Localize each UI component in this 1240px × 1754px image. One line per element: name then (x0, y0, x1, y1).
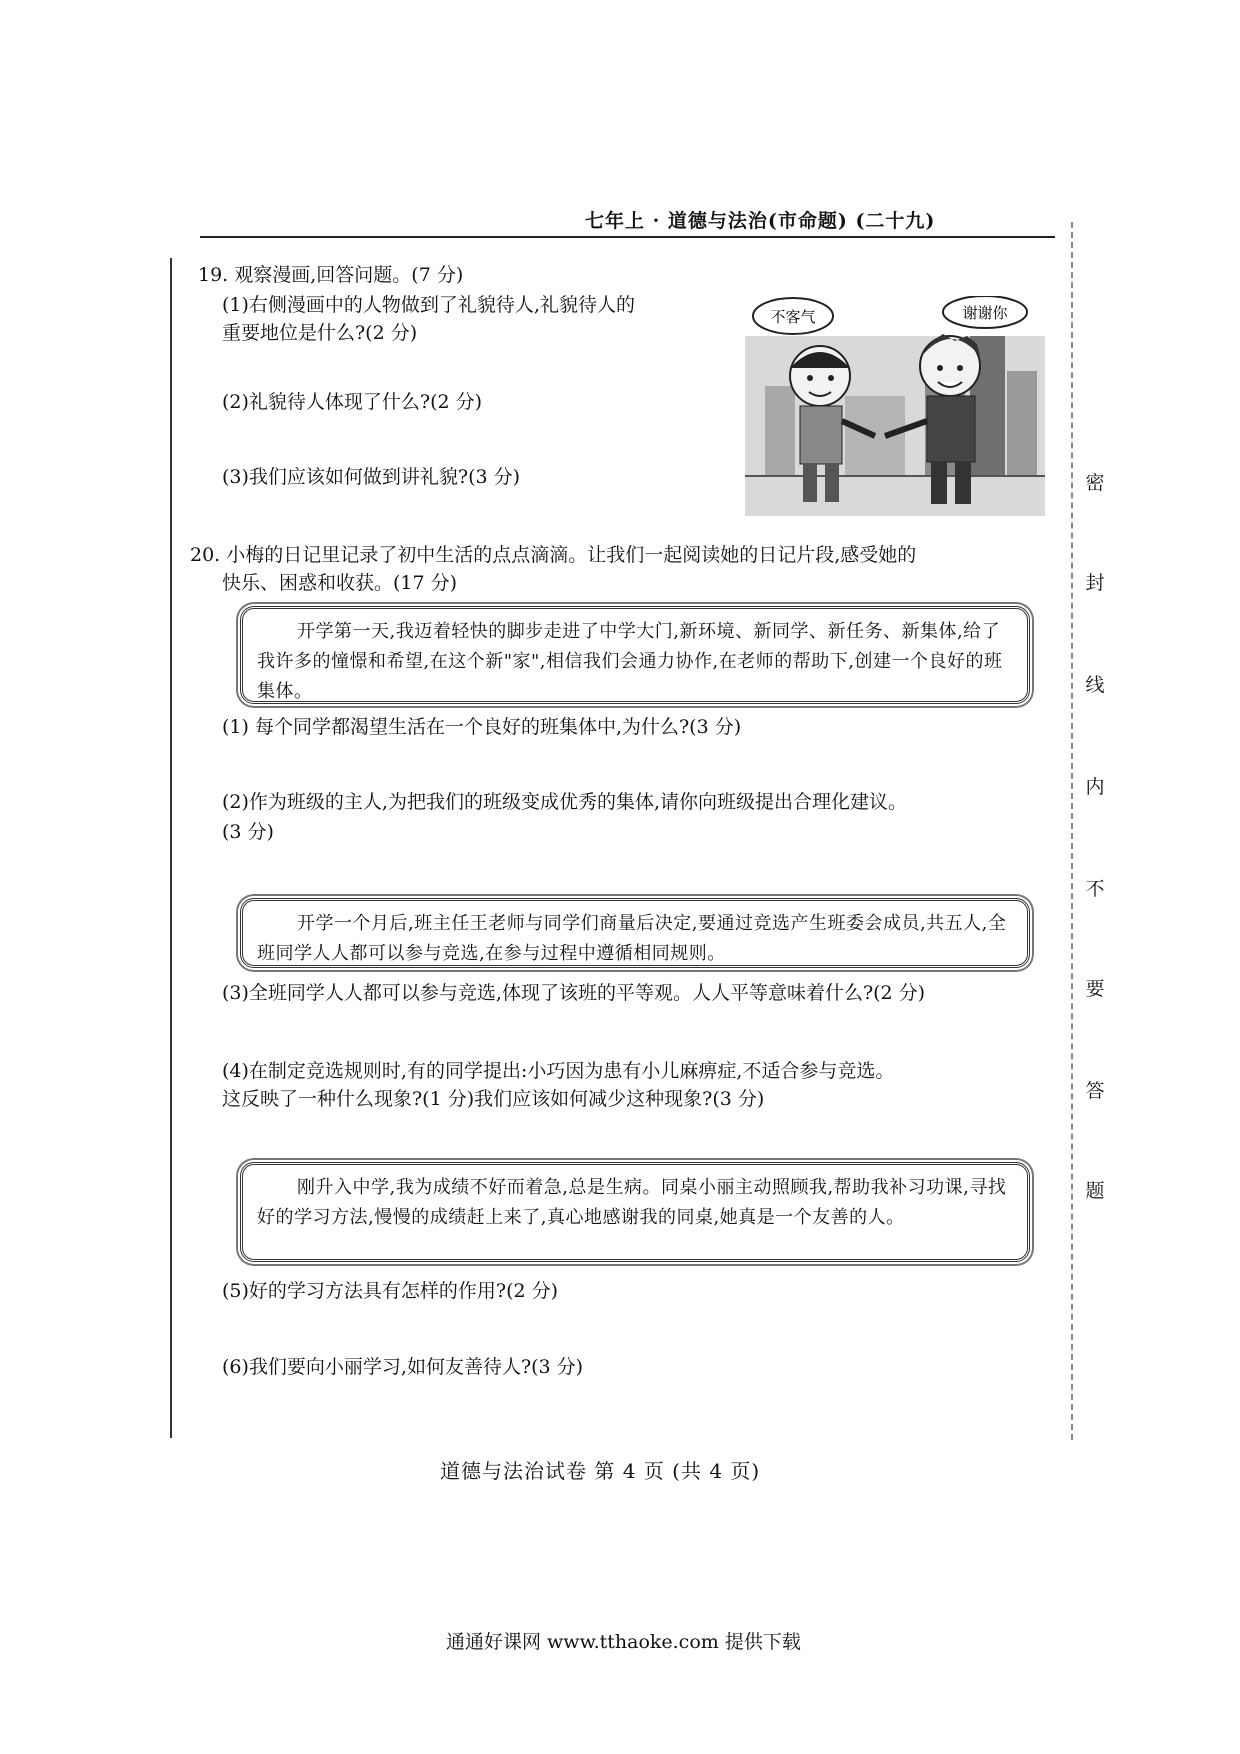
q19-part2: (2)礼貌待人体现了什么?(2 分) (222, 391, 483, 413)
seal-dashed-line (1071, 222, 1073, 1440)
seal-char: 线 (1085, 674, 1105, 696)
q20-title: 20. 小梅的日记里记录了初中生活的点点滴滴。让我们一起阅读她的日记片段,感受她的 (190, 544, 917, 566)
q20-sub5: (5)好的学习方法具有怎样的作用?(2 分) (222, 1280, 559, 1302)
q19-part1: (1)右侧漫画中的人物做到了礼貌待人,礼貌待人的 (222, 294, 635, 316)
q20-sub1: (1) 每个同学都渴望生活在一个良好的班集体中,为什么?(3 分) (222, 716, 742, 738)
seal-char: 密 (1085, 472, 1105, 494)
download-watermark: 通通好课网 www.tthaoke.com 提供下载 (446, 1631, 801, 1653)
q19-title: 19. 观察漫画,回答问题。(7 分) (198, 264, 464, 286)
seal-char: 内 (1085, 776, 1105, 798)
seal-char: 要 (1085, 978, 1105, 1000)
diary-box-2 (240, 898, 1030, 968)
q19-part1-cont: 重要地位是什么?(2 分) (222, 322, 418, 344)
diary-text-1: 开学第一天,我迈着轻快的脚步走进了中学大门,新环境、新同学、新任务、新集体,给了我许多的憧憬和希望,在这个新"家",相信我们会通力协作,在老师的帮助下,创建一个良好的班集体。 (257, 621, 1003, 702)
q20-title-cont: 快乐、困惑和收获。(17 分) (222, 572, 458, 594)
diary-box-3 (240, 1162, 1030, 1262)
page-footer: 道德与法治试卷 第 4 页 (共 4 页) (440, 1459, 761, 1483)
seal-char: 答 (1085, 1080, 1105, 1102)
comic-illustration (745, 296, 1045, 516)
q20-sub4: (4)在制定竞选规则时,有的同学提出:小巧因为患有小儿麻痹症,不适合参与竞选。 (222, 1060, 895, 1082)
q20-sub3: (3)全班同学人人都可以参与竞选,体现了该班的平等观。人人平等意味着什么?(2 分) (222, 982, 926, 1004)
q20-sub4-cont: 这反映了一种什么现象?(1 分)我们应该如何减少这种现象?(3 分) (222, 1088, 765, 1110)
q20-sub6: (6)我们要向小丽学习,如何友善待人?(3 分) (222, 1356, 584, 1378)
diary-text-2: 开学一个月后,班主任王老师与同学们商量后决定,要通过竞选产生班委会成员,共五人,全班同学人人都可以参与竞选,在参与过程中遵循相同规则。 (257, 913, 1007, 964)
seal-char: 封 (1085, 572, 1105, 594)
diary-text-3: 刚升入中学,我为成绩不好而着急,总是生病。同桌小丽主动照顾我,帮助我补习功课,寻找好的学习方法,慢慢的成绩赶上来了,真心地感谢我的同桌,她真是一个友善的人。 (257, 1177, 1007, 1228)
comic-bubble-right: 谢谢你 (962, 304, 1008, 322)
diary-box-1 (240, 606, 1030, 704)
q20-sub2-cont: (3 分) (222, 821, 274, 843)
comic-bubble-left: 不客气 (770, 308, 816, 326)
q20-sub2: (2)作为班级的主人,为把我们的班级变成优秀的集体,请你向班级提出合理化建议。 (222, 791, 907, 813)
page-header-title: 七年上 · 道德与法治(市命题) (二十九) (585, 210, 936, 232)
header-rule (200, 236, 1055, 238)
seal-char: 不 (1085, 878, 1105, 900)
seal-char: 题 (1085, 1180, 1105, 1202)
left-margin-rule (170, 258, 172, 1438)
q19-part3: (3)我们应该如何做到讲礼貌?(3 分) (222, 466, 521, 488)
